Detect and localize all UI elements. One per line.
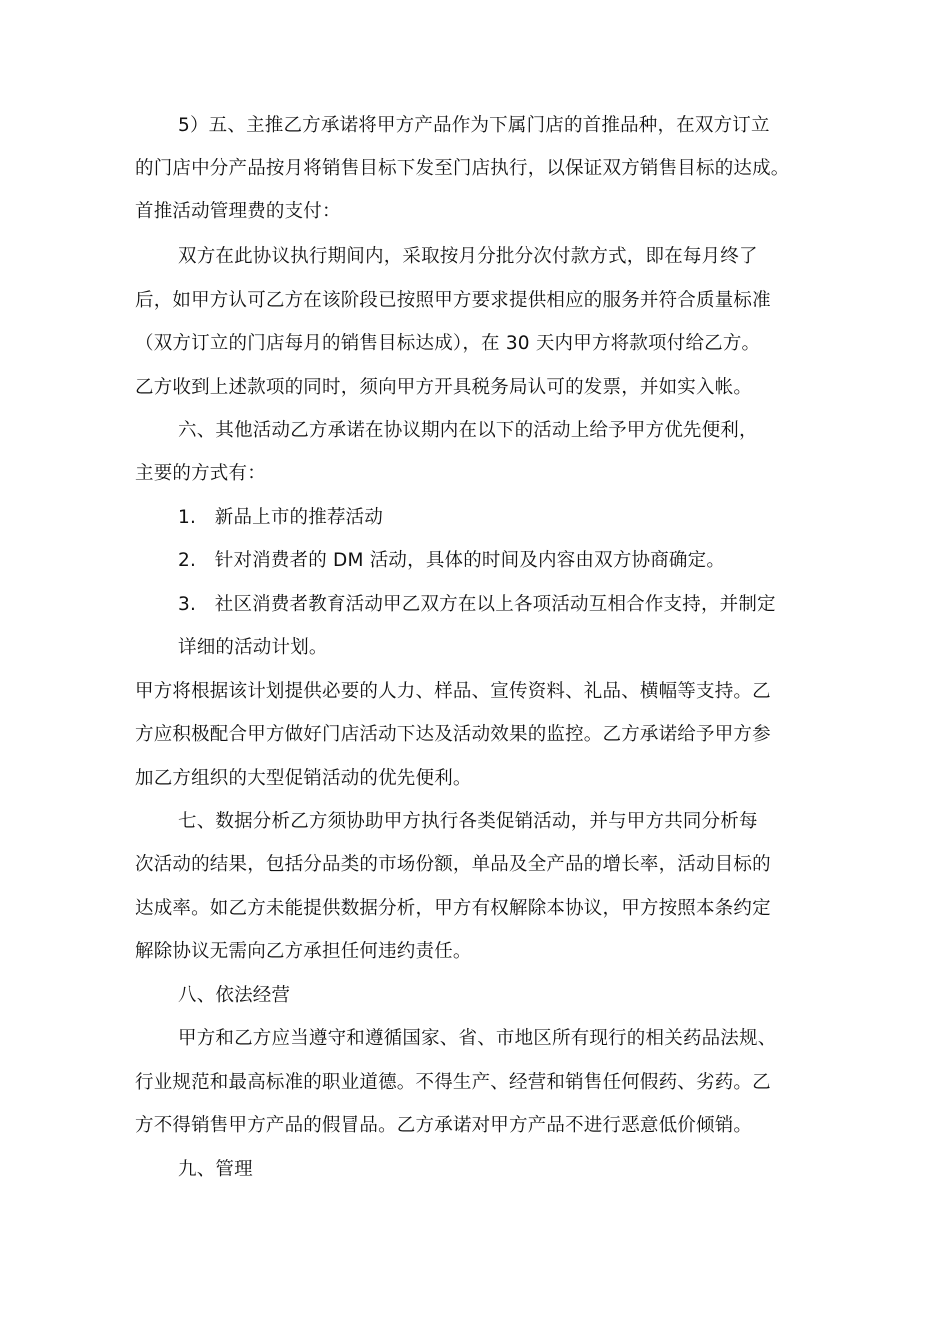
text-line: 甲方将根据该计划提供必要的人力、样品、宣传资料、礼品、横幅等支持。乙 [135, 681, 771, 702]
text-line: 次活动的结果，包括分品类的市场份额，单品及全产品的增长率，活动目标的 [135, 854, 771, 875]
list-item: 2. 针对消费者的 DM 活动，具体的时间及内容由双方协商确定。 [178, 550, 726, 571]
text-line: 首推活动管理费的支付： [135, 201, 341, 222]
text-line: （双方订立的门店每月的销售目标达成），在 30 天内甲方将款项付给乙方。 [135, 333, 761, 354]
text-line: 方应积极配合甲方做好门店活动下达及活动效果的监控。乙方承诺给予甲方参 [135, 724, 771, 745]
list-item: 3. 社区消费者教育活动甲乙双方在以上各项活动互相合作支持，并制定 [178, 594, 776, 615]
text-line: 后，如甲方认可乙方在该阶段已按照甲方要求提供相应的服务并符合质量标准 [135, 290, 771, 311]
list-item: 1. 新品上市的推荐活动 [178, 507, 384, 528]
text-line: 的门店中分产品按月将销售目标下发至门店执行，以保证双方销售目标的达成。 [135, 158, 790, 179]
text-line: 方不得销售甲方产品的假冒品。乙方承诺对甲方产品不进行恶意低价倾销。 [135, 1115, 753, 1136]
text-line: 加乙方组织的大型促销活动的优先便利。 [135, 768, 472, 789]
section-heading: 九、管理 [178, 1159, 253, 1180]
text-line: 甲方和乙方应当遵守和遵循国家、省、市地区所有现行的相关药品法规、 [178, 1028, 777, 1049]
section-heading: 八、依法经营 [178, 985, 291, 1006]
text-line: 达成率。如乙方未能提供数据分析，甲方有权解除本协议，甲方按照本条约定 [135, 898, 771, 919]
text-line: 解除协议无需向乙方承担任何违约责任。 [135, 941, 472, 962]
text-line: 5）五、主推乙方承诺将甲方产品作为下属门店的首推品种，在双方订立 [178, 115, 770, 136]
text-line: 行业规范和最高标准的职业道德。不得生产、经营和销售任何假药、劣药。乙 [135, 1072, 771, 1093]
text-line: 详细的活动计划。 [178, 637, 328, 658]
text-line: 乙方收到上述款项的同时，须向甲方开具税务局认可的发票，并如实入帐。 [135, 377, 753, 398]
text-line: 双方在此协议执行期间内，采取按月分批分次付款方式，即在每月终了 [178, 246, 758, 267]
text-line: 主要的方式有： [135, 463, 266, 484]
text-line: 七、数据分析乙方须协助甲方执行各类促销活动，并与甲方共同分析每 [178, 811, 758, 832]
text-line: 六、其他活动乙方承诺在协议期内在以下的活动上给予甲方优先便利， [178, 420, 758, 441]
